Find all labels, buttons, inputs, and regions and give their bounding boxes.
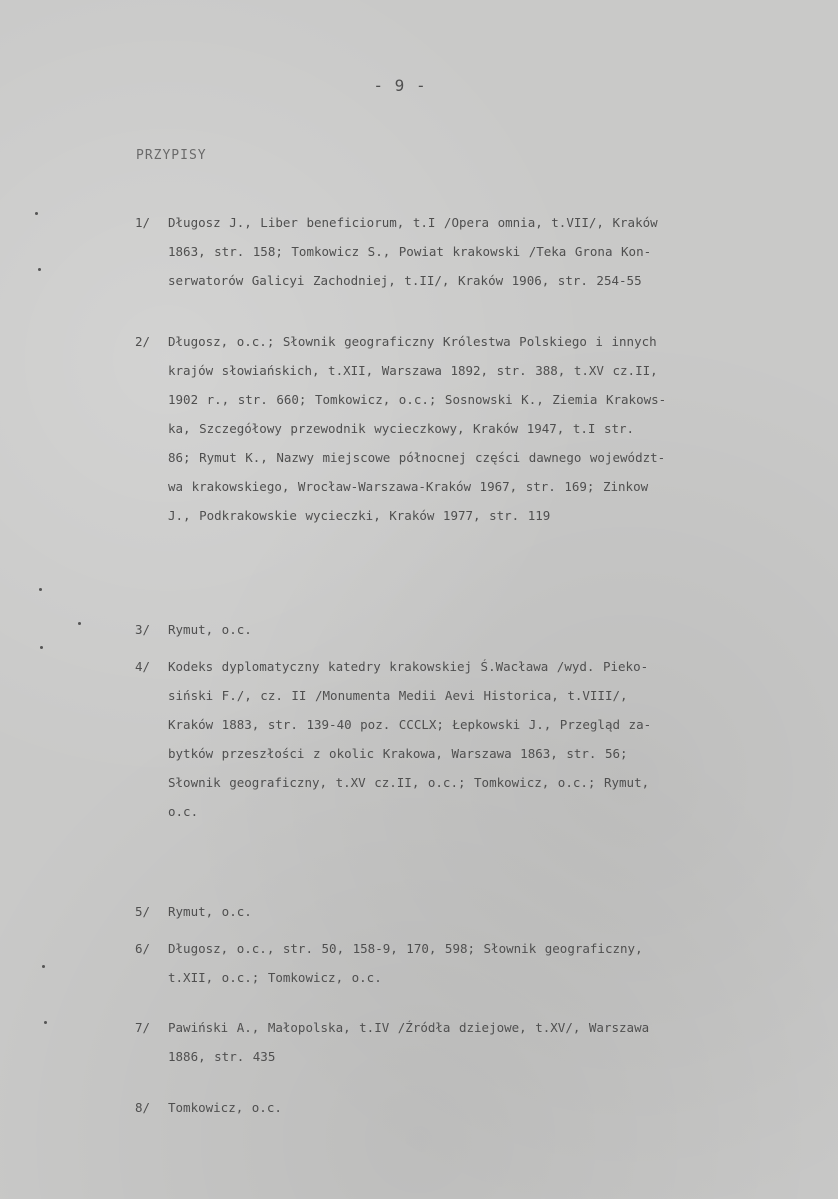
footnote-number: 7/ [135, 1020, 151, 1035]
footnote-line: serwatorów Galicyi Zachodniej, t.II/, Kraków 1906, str. 254-55 [168, 273, 642, 288]
footnote-line: J., Podkrakowskie wycieczki, Kraków 1977, str. 119 [168, 508, 551, 523]
footnote-line: 1863, str. 158; Tomkowicz S., Powiat krakowski /Teka Grona Kon- [168, 244, 652, 259]
footnote-line: bytków przeszłości z okolic Krakowa, Warszawa 1863, str. 56; [168, 746, 628, 761]
footnote-line: Długosz, o.c., str. 50, 158-9, 170, 598; Słownik geograficzny, [168, 941, 643, 956]
footnote-line: ka, Szczegółowy przewodnik wycieczkowy, Kraków 1947, t.I str. [168, 421, 635, 436]
footnote-line: Rymut, o.c. [168, 622, 252, 637]
footnote-number: 6/ [135, 941, 151, 956]
footnote-4 [135, 652, 835, 826]
footnote-number: 8/ [135, 1100, 151, 1115]
footnote-number: 3/ [135, 622, 151, 637]
footnote-8 [135, 1093, 835, 1122]
footnote-line: Kodeks dyplomatyczny katedry krakowskiej Ś.Wacława /wyd. Pieko- [168, 659, 649, 674]
footnote-line: o.c. [168, 804, 199, 819]
scan-speck [35, 212, 38, 215]
footnotes-heading: PRZYPISY [136, 148, 207, 163]
page-number: - 9 - [373, 76, 427, 95]
footnote-line: Długosz J., Liber beneficiorum, t.I /Opera omnia, t.VII/, Kraków [168, 215, 658, 230]
footnote-3 [135, 615, 835, 644]
footnote-line: Słownik geograficzny, t.XV cz.II, o.c.; Tomkowicz, o.c.; Rymut, [168, 775, 650, 790]
footnote-line: Rymut, o.c. [168, 904, 252, 919]
footnote-6 [135, 934, 835, 992]
scan-speck [78, 622, 81, 625]
footnote-number: 5/ [135, 904, 151, 919]
footnote-line: Pawiński A., Małopolska, t.IV /Źródła dziejowe, t.XV/, Warszawa [168, 1020, 650, 1035]
scan-speck [44, 1021, 47, 1024]
footnote-number: 4/ [135, 659, 151, 674]
footnote-5 [135, 897, 835, 926]
footnote-line: wa krakowskiego, Wrocław-Warszawa-Kraków 1967, str. 169; Zinkow [168, 479, 649, 494]
footnote-1 [135, 208, 835, 295]
footnote-line: krajów słowiańskich, t.XII, Warszawa 1892, str. 388, t.XV cz.II, [168, 363, 658, 378]
footnote-line: 1886, str. 435 [168, 1049, 276, 1064]
footnote-line: siński F./, cz. II /Monumenta Medii Aevi Historica, t.VIII/, [168, 688, 628, 703]
footnote-line: Długosz, o.c.; Słownik geograficzny Królestwa Polskiego i innych [168, 334, 657, 349]
footnote-number: 2/ [135, 334, 151, 349]
footnote-line: t.XII, o.c.; Tomkowicz, o.c. [168, 970, 382, 985]
scan-speck [38, 268, 41, 271]
footnote-number: 1/ [135, 215, 151, 230]
footnote-line: Kraków 1883, str. 139-40 poz. CCCLX; Łepkowski J., Przegląd za- [168, 717, 652, 732]
scan-speck [42, 965, 45, 968]
footnote-7 [135, 1013, 835, 1071]
footnote-line: Tomkowicz, o.c. [168, 1100, 282, 1115]
footnote-2 [135, 327, 835, 530]
footnote-line: 1902 r., str. 660; Tomkowicz, o.c.; Sosnowski K., Ziemia Krakows- [168, 392, 667, 407]
scan-speck [40, 646, 43, 649]
scan-speck [39, 588, 42, 591]
footnote-line: 86; Rymut K., Nazwy miejscowe północnej części dawnego województ- [168, 450, 666, 465]
